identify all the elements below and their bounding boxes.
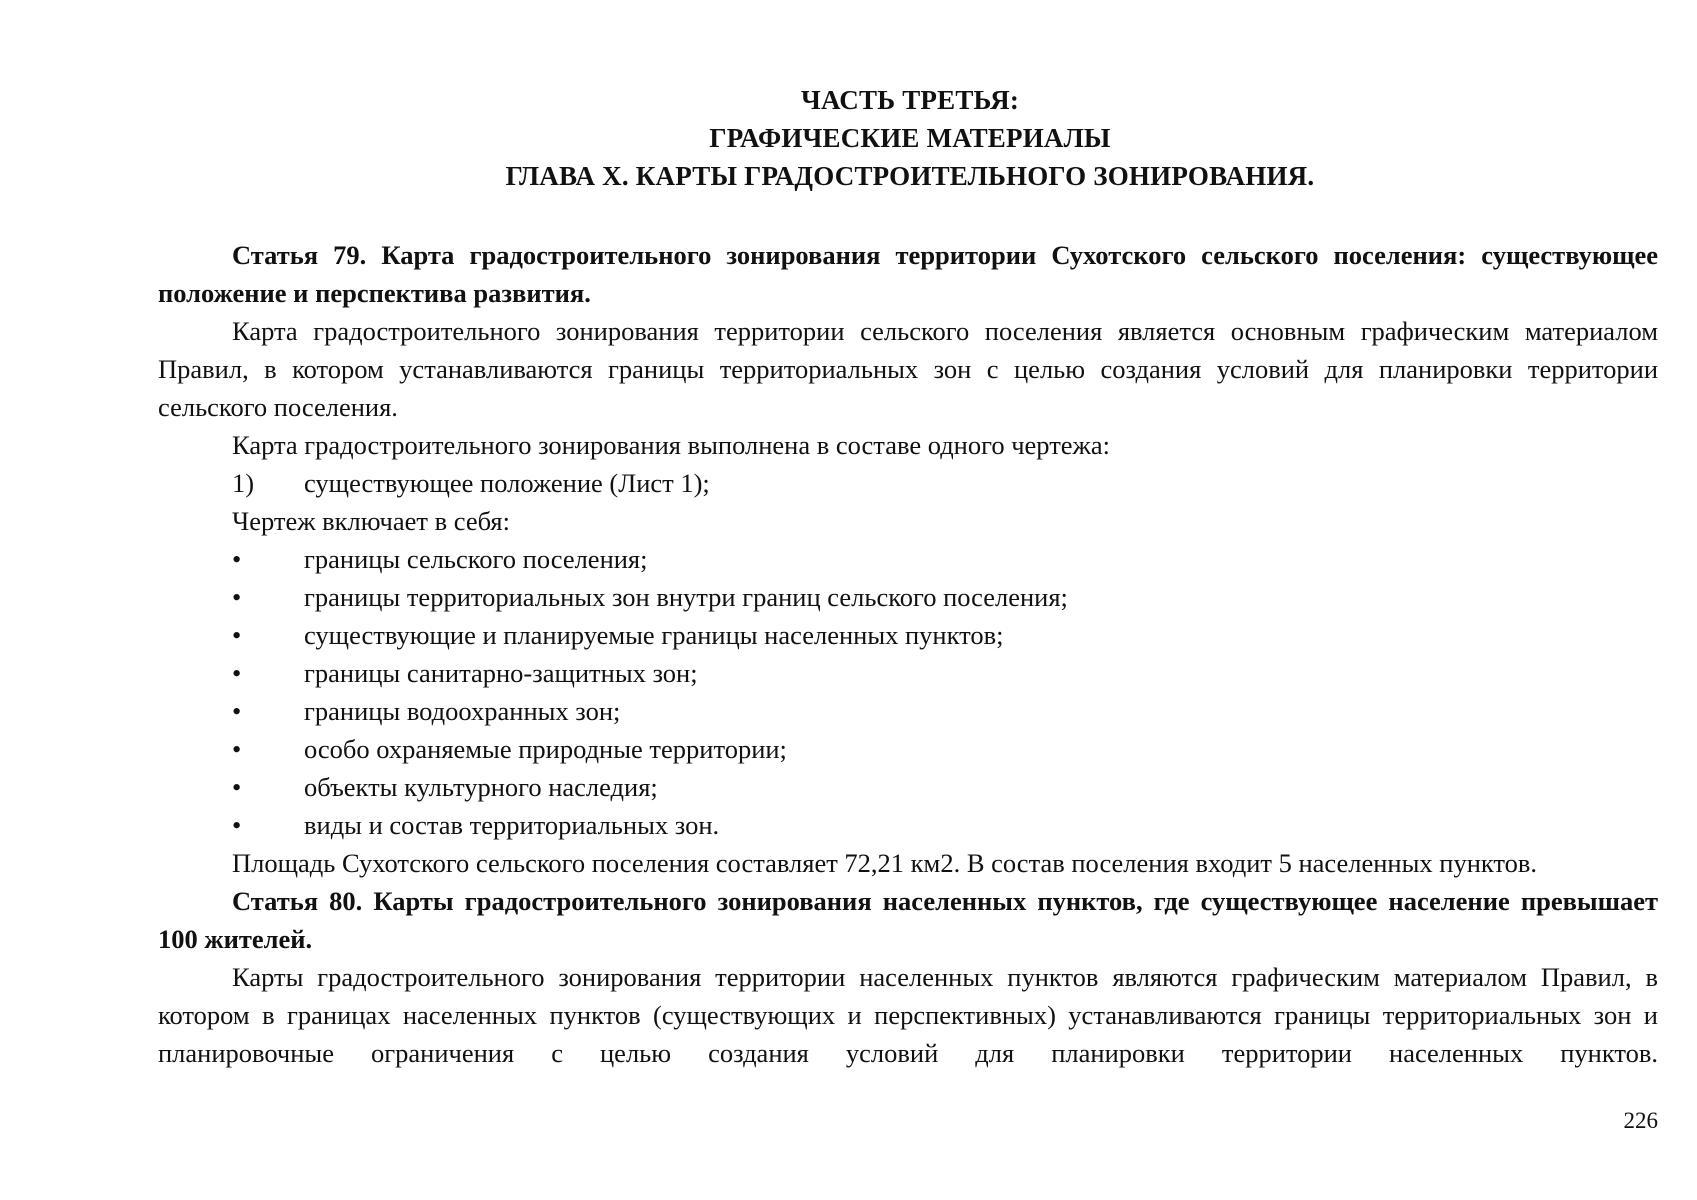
numbered-list-item bbox=[158, 464, 1658, 502]
list-item-text: виды и состав территориальных зон. bbox=[304, 810, 720, 840]
list-item-text: существующие и планируемые границы населенных пунктов; bbox=[304, 620, 1004, 650]
bullet-list-item bbox=[158, 540, 1658, 578]
article-79-title: Статья 79. Карта градостроительного зонирования территории Сухотского сельского поселения: существующее положение и перспектива развития. bbox=[158, 240, 1658, 308]
list-item-text: существующее положение (Лист 1); bbox=[304, 468, 710, 498]
document-body bbox=[158, 236, 1658, 1072]
bullet-icon: • bbox=[232, 772, 242, 802]
bullet-icon: • bbox=[232, 544, 242, 574]
article-80-title: Статья 80. Карты градостроительного зонирования населенных пунктов, где существующее население превышает 100 жителей. bbox=[158, 886, 1658, 954]
part-heading bbox=[160, 81, 1660, 195]
list-item-text: границы водоохранных зон; bbox=[304, 696, 621, 726]
list-item-text: объекты культурного наследия; bbox=[304, 772, 658, 802]
list-item-text: границы санитарно-защитных зон; bbox=[304, 658, 698, 688]
bullet-list-item bbox=[158, 730, 1658, 768]
page-number: 226 bbox=[1623, 1108, 1658, 1133]
bullet-icon: • bbox=[232, 734, 242, 764]
bullet-icon: • bbox=[232, 658, 242, 688]
bullet-icon: • bbox=[232, 582, 242, 612]
heading-line-materials: ГРАФИЧЕСКИЕ МАТЕРИАЛЫ bbox=[709, 123, 1111, 153]
list-number: 1) bbox=[232, 468, 255, 498]
heading-line-part: ЧАСТЬ ТРЕТЬЯ: bbox=[800, 85, 1020, 115]
article-79-paragraph-1: Карта градостроительного зонирования территории сельского поселения является основным графическим материалом Правил, в котором устанавливаются границы территориальных зон с целью создания условий для планировки территории сельского поселения. bbox=[158, 316, 1658, 422]
article-80-paragraph-1: Карты градостроительного зонирования территории населенных пунктов являются графическим материалом Правил, в котором в границах населенных пунктов (существующих и перспективных) устанавливаются границы территориальных зон и планировочные ограничения с целью создания условий для планировки территории населенных пунктов. bbox=[158, 962, 1658, 1068]
article-79-paragraph-2: Карта градостроительного зонирования выполнена в составе одного чертежа: bbox=[232, 430, 1110, 460]
settlement-area-text: Площадь Сухотского сельского поселения составляет 72,21 км2. В состав поселения входит 5 населенных пунктов. bbox=[232, 848, 1538, 878]
bullet-list-item bbox=[158, 768, 1658, 806]
bullet-list-item bbox=[158, 616, 1658, 654]
bullet-list-item bbox=[158, 692, 1658, 730]
bullet-icon: • bbox=[232, 620, 242, 650]
bullet-list-item bbox=[158, 578, 1658, 616]
bullet-icon: • bbox=[232, 810, 242, 840]
bullet-icon: • bbox=[232, 696, 242, 726]
list-item-text: границы сельского поселения; bbox=[304, 544, 648, 574]
bullet-list-item bbox=[158, 806, 1658, 844]
drawing-includes-label: Чертеж включает в себя: bbox=[232, 506, 510, 536]
list-item-text: особо охраняемые природные территории; bbox=[304, 734, 787, 764]
bullet-list-item bbox=[158, 654, 1658, 692]
heading-line-chapter: ГЛАВА X. КАРТЫ ГРАДОСТРОИТЕЛЬНОГО ЗОНИРОВАНИЯ. bbox=[505, 161, 1315, 191]
list-item-text: границы территориальных зон внутри границ сельского поселения; bbox=[304, 582, 1068, 612]
